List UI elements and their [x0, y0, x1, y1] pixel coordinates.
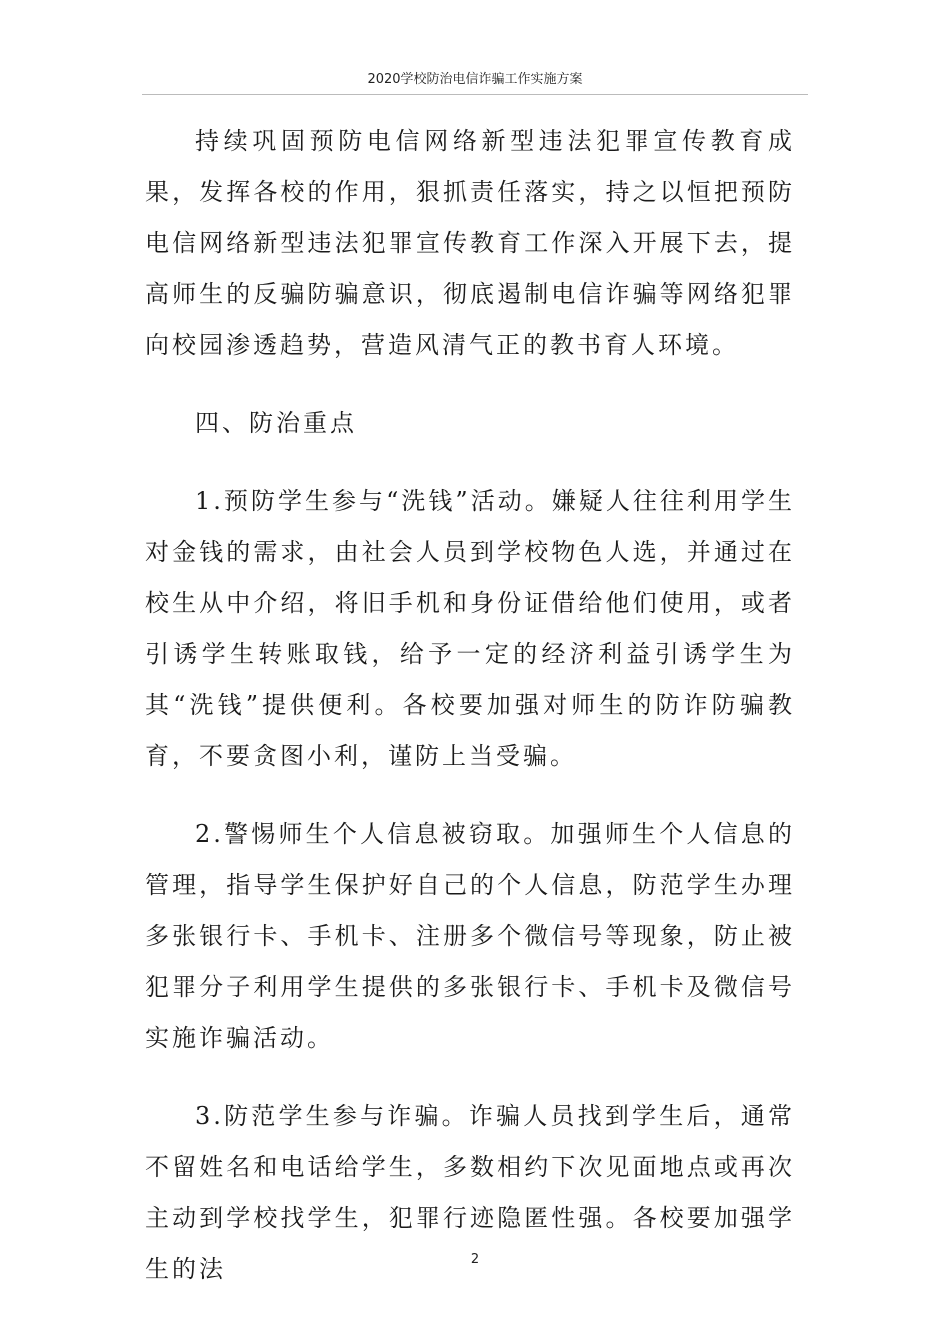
page-number: 2 [470, 1252, 480, 1267]
page-header: 2020学校防治电信诈骗工作实施方案 [367, 72, 583, 87]
section-heading-prevention-focus: 四、防治重点 [195, 409, 357, 437]
paragraph-point-2: 2.警惕师生个人信息被窃取。加强师生个人信息的管理，指导学生保护好自己的个人信息，防范学生办理多张银行卡、手机卡、注册多个微信号等现象，防止被犯罪分子利用学生提供的多张银行卡、手机卡及微信号实施诈骗活动。 [145, 820, 795, 1052]
header-divider [142, 94, 808, 95]
paragraph-point-1: 1.预防学生参与“洗钱”活动。嫌疑人往往利用学生对金钱的需求，由社会人员到学校物色人选，并通过在校生从中介绍，将旧手机和身份证借给他们使用，或者引诱学生转账取钱，给予一定的经济利益引诱学生为其“洗钱”提供便利。各校要加强对师生的防诈防骗教育，不要贪图小利，谨防上当受骗。 [145, 487, 795, 770]
paragraph-intro-continued: 持续巩固预防电信网络新型违法犯罪宣传教育成果，发挥各校的作用，狠抓责任落实，持之以恒把预防电信网络新型违法犯罪宣传教育工作深入开展下去，提高师生的反骗防骗意识，彻底遏制电信诈骗等网络犯罪向校园渗透趋势，营造风清气正的教书育人环境。 [145, 127, 795, 359]
document-body [145, 116, 795, 1295]
paragraph-point-3: 3.防范学生参与诈骗。诈骗人员找到学生后，通常不留姓名和电话给学生，多数相约下次见面地点或再次主动到学校找学生，犯罪行迹隐匿性强。各校要加强学生的法 [145, 1102, 795, 1283]
